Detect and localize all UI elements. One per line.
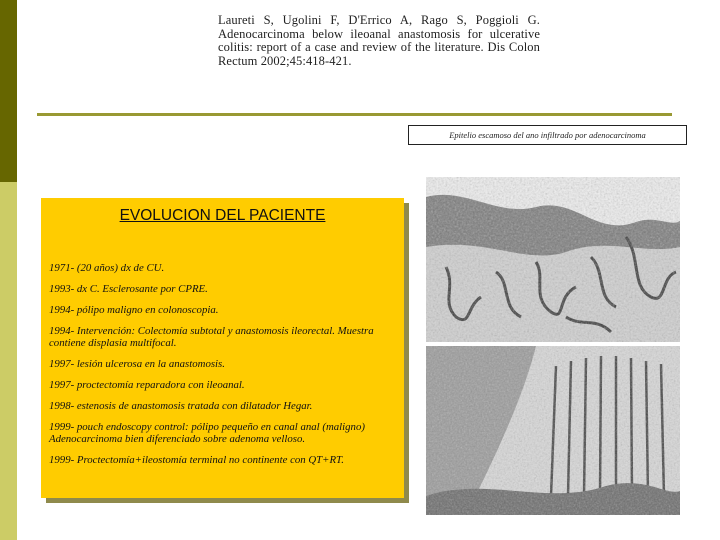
event-item: 1997- proctectomía reparadora con ileoanal. — [49, 378, 245, 391]
patient-box-title: EVOLUCION DEL PACIENTE — [119, 207, 326, 224]
event-item: 1999- pouch endoscopy control: pólipo pequeño en canal anal (maligno) Adenocarcinoma bien diferenciado sobre adenoma velloso. — [49, 420, 365, 446]
sidebar-accent-light — [0, 182, 17, 540]
event-list — [49, 262, 399, 475]
micrograph-caption: Epitelio escamoso del ano infiltrado por adenocarcinoma — [408, 125, 687, 145]
sidebar-accent-dark — [0, 0, 17, 182]
patient-evolution-box — [41, 198, 404, 498]
micrograph-top — [426, 177, 680, 342]
event-item: 1999- Proctectomía+ileostomía terminal no continente con QT+RT. — [49, 454, 344, 467]
event-item: 1997- lesión ulcerosa en la anastomosis. — [49, 358, 225, 371]
event-item: 1994- Intervención: Colectomía subtotal y anastomosis ileorectal. Muestra contiene displasia multifocal. — [49, 324, 374, 350]
micrograph-bottom — [426, 346, 680, 515]
event-item: 1994- pólipo maligno en colonoscopia. — [49, 303, 219, 316]
horizontal-divider — [37, 113, 672, 116]
event-item: 1993- dx C. Esclerosante por CPRE. — [49, 282, 208, 295]
event-item: 1971- (20 años) dx de CU. — [49, 262, 165, 274]
event-item: 1998- estenosis de anastomosis tratada con dilatador Hegar. — [49, 399, 313, 412]
citation-reference: Laureti S, Ugolini F, D'Errico A, Rago S, Poggioli G. Adenocarcinoma below ileoanal anastomosis for ulcerative colitis: report of a case and review of the literature. Dis Colon Rectum 2002;45:418-421. — [218, 13, 540, 68]
